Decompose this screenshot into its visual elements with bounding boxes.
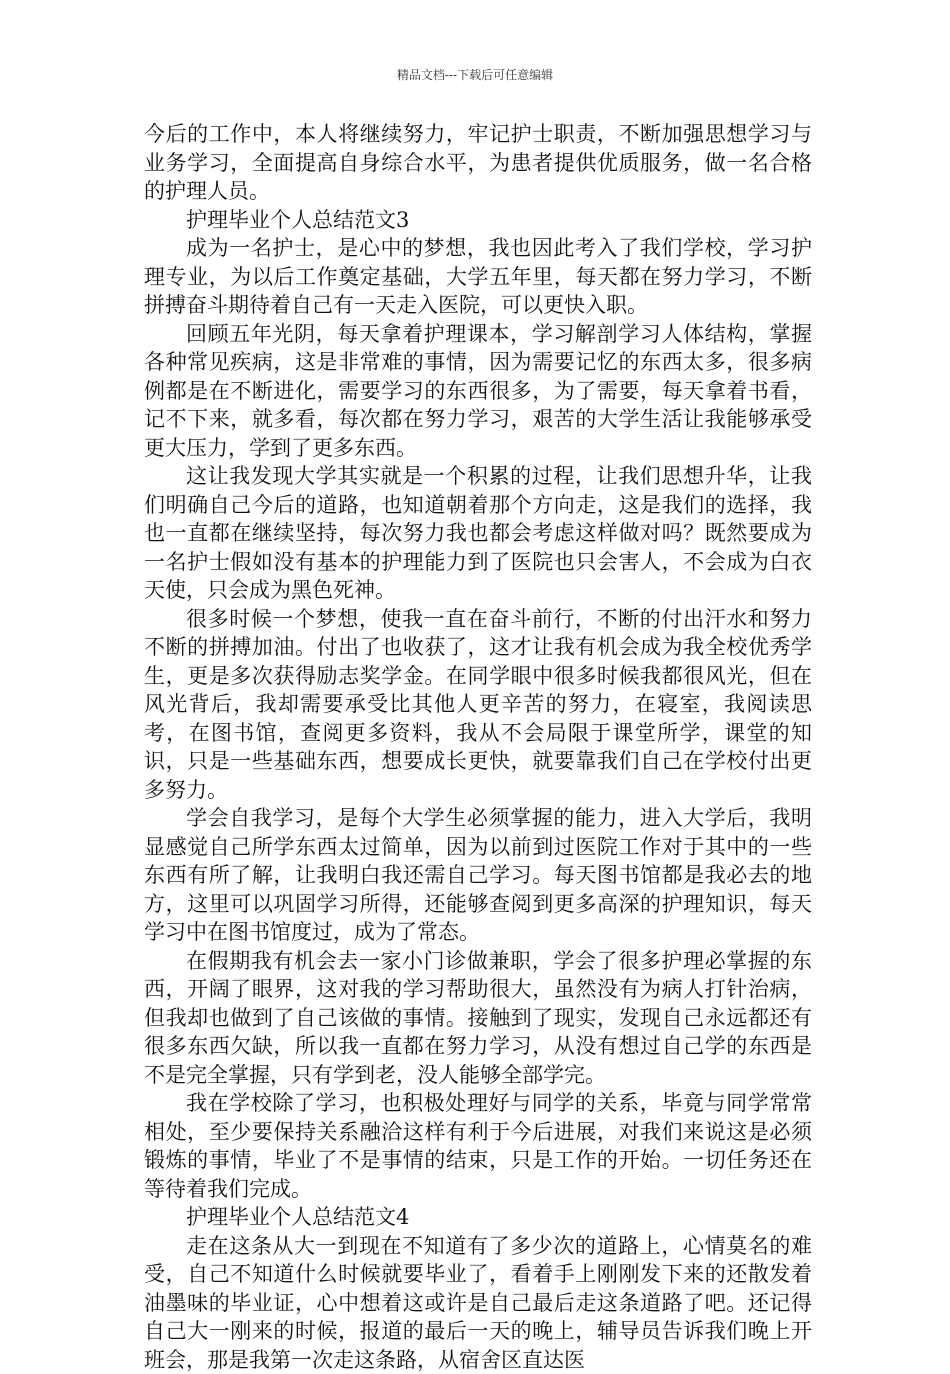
paragraph: 成为一名护士，是心中的梦想，我也因此考入了我们学校，学习护理专业，为以后工作奠定基础，大学五年里，每天都在努力学习，不断拼搏奋斗期待着自己有一天走入医院，可以更快入职。 — [144, 234, 812, 320]
paragraph: 学会自我学习，是每个大学生必须掌握的能力，进入大学后，我明显感觉自己所学东西太过简单，因为以前到过医院工作对于其中的一些东西有所了解，让我明白我还需自己学习。每天图书馆都是我必去的地方，这里可以巩固学习所得，还能够查阅到更多高深的护理知识，每天学习中在图书馆度过，成为了常态。 — [144, 804, 812, 947]
section-heading: 护理毕业个人总结范文4 — [144, 1203, 812, 1232]
paragraph: 回顾五年光阴，每天拿着护理课本，学习解剖学习人体结构，掌握各种常见疾病，这是非常难的事情，因为需要记忆的东西太多，很多病例都是在不断进化，需要学习的东西很多，为了需要，每天拿着书看，记不下来，就多看，每次都在努力学习，艰苦的大学生活让我能够承受更大压力，学到了更多东西。 — [144, 320, 812, 463]
document-body — [144, 120, 812, 1374]
section-heading: 护理毕业个人总结范文3 — [144, 206, 812, 235]
page-header: 精品文档---下载后可任意编辑 — [0, 66, 950, 83]
paragraph: 我在学校除了学习，也积极处理好与同学的关系，毕竟与同学常常相处，至少要保持关系融洽这样有利于今后进展，对我们来说这是必须锻炼的事情，毕业了不是事情的结束，只是工作的开始。一切任务还在等待着我们完成。 — [144, 1089, 812, 1203]
paragraph: 这让我发现大学其实就是一个积累的过程，让我们思想升华，让我们明确自己今后的道路，也知道朝着那个方向走，这是我们的选择，我也一直都在继续坚持，每次努力我也都会考虑这样做对吗？既然要成为一名护士假如没有基本的护理能力到了医院也只会害人，不会成为白衣天使，只会成为黑色死神。 — [144, 462, 812, 605]
paragraph: 很多时候一个梦想，使我一直在奋斗前行，不断的付出汗水和努力不断的拼搏加油。付出了也收获了，这才让我有机会成为我全校优秀学生，更是多次获得励志奖学金。在同学眼中很多时候我都很风光，但在风光背后，我却需要承受比其他人更辛苦的努力，在寝室，我阅读思考，在图书馆，查阅更多资料，我从不会局限于课堂所学，课堂的知识，只是一些基础东西，想要成长更快，就要靠我们自己在学校付出更多努力。 — [144, 605, 812, 805]
paragraph: 走在这条从大一到现在不知道有了多少次的道路上，心情莫名的难受，自己不知道什么时候就要毕业了，看着手上刚刚发下来的还散发着油墨味的毕业证，心中想着这或许是自己最后走这条道路了吧。还记得自己大一刚来的时候，报道的最后一天的晚上，辅导员告诉我们晚上开班会，那是我第一次走这条路，从宿舍区直达医 — [144, 1232, 812, 1374]
paragraph: 今后的工作中，本人将继续努力，牢记护士职责，不断加强思想学习与业务学习，全面提高自身综合水平，为患者提供优质服务，做一名合格的护理人员。 — [144, 120, 812, 206]
paragraph: 在假期我有机会去一家小门诊做兼职，学会了很多护理必掌握的东西，开阔了眼界，这对我的学习帮助很大，虽然没有为病人打针治病，但我却也做到了自己该做的事情。接触到了现实，发现自己永远都还有很多东西欠缺，所以我一直都在努力学习，从没有想过自己学的东西是不是完全掌握，只有学到老，没人能够全部学完。 — [144, 947, 812, 1090]
